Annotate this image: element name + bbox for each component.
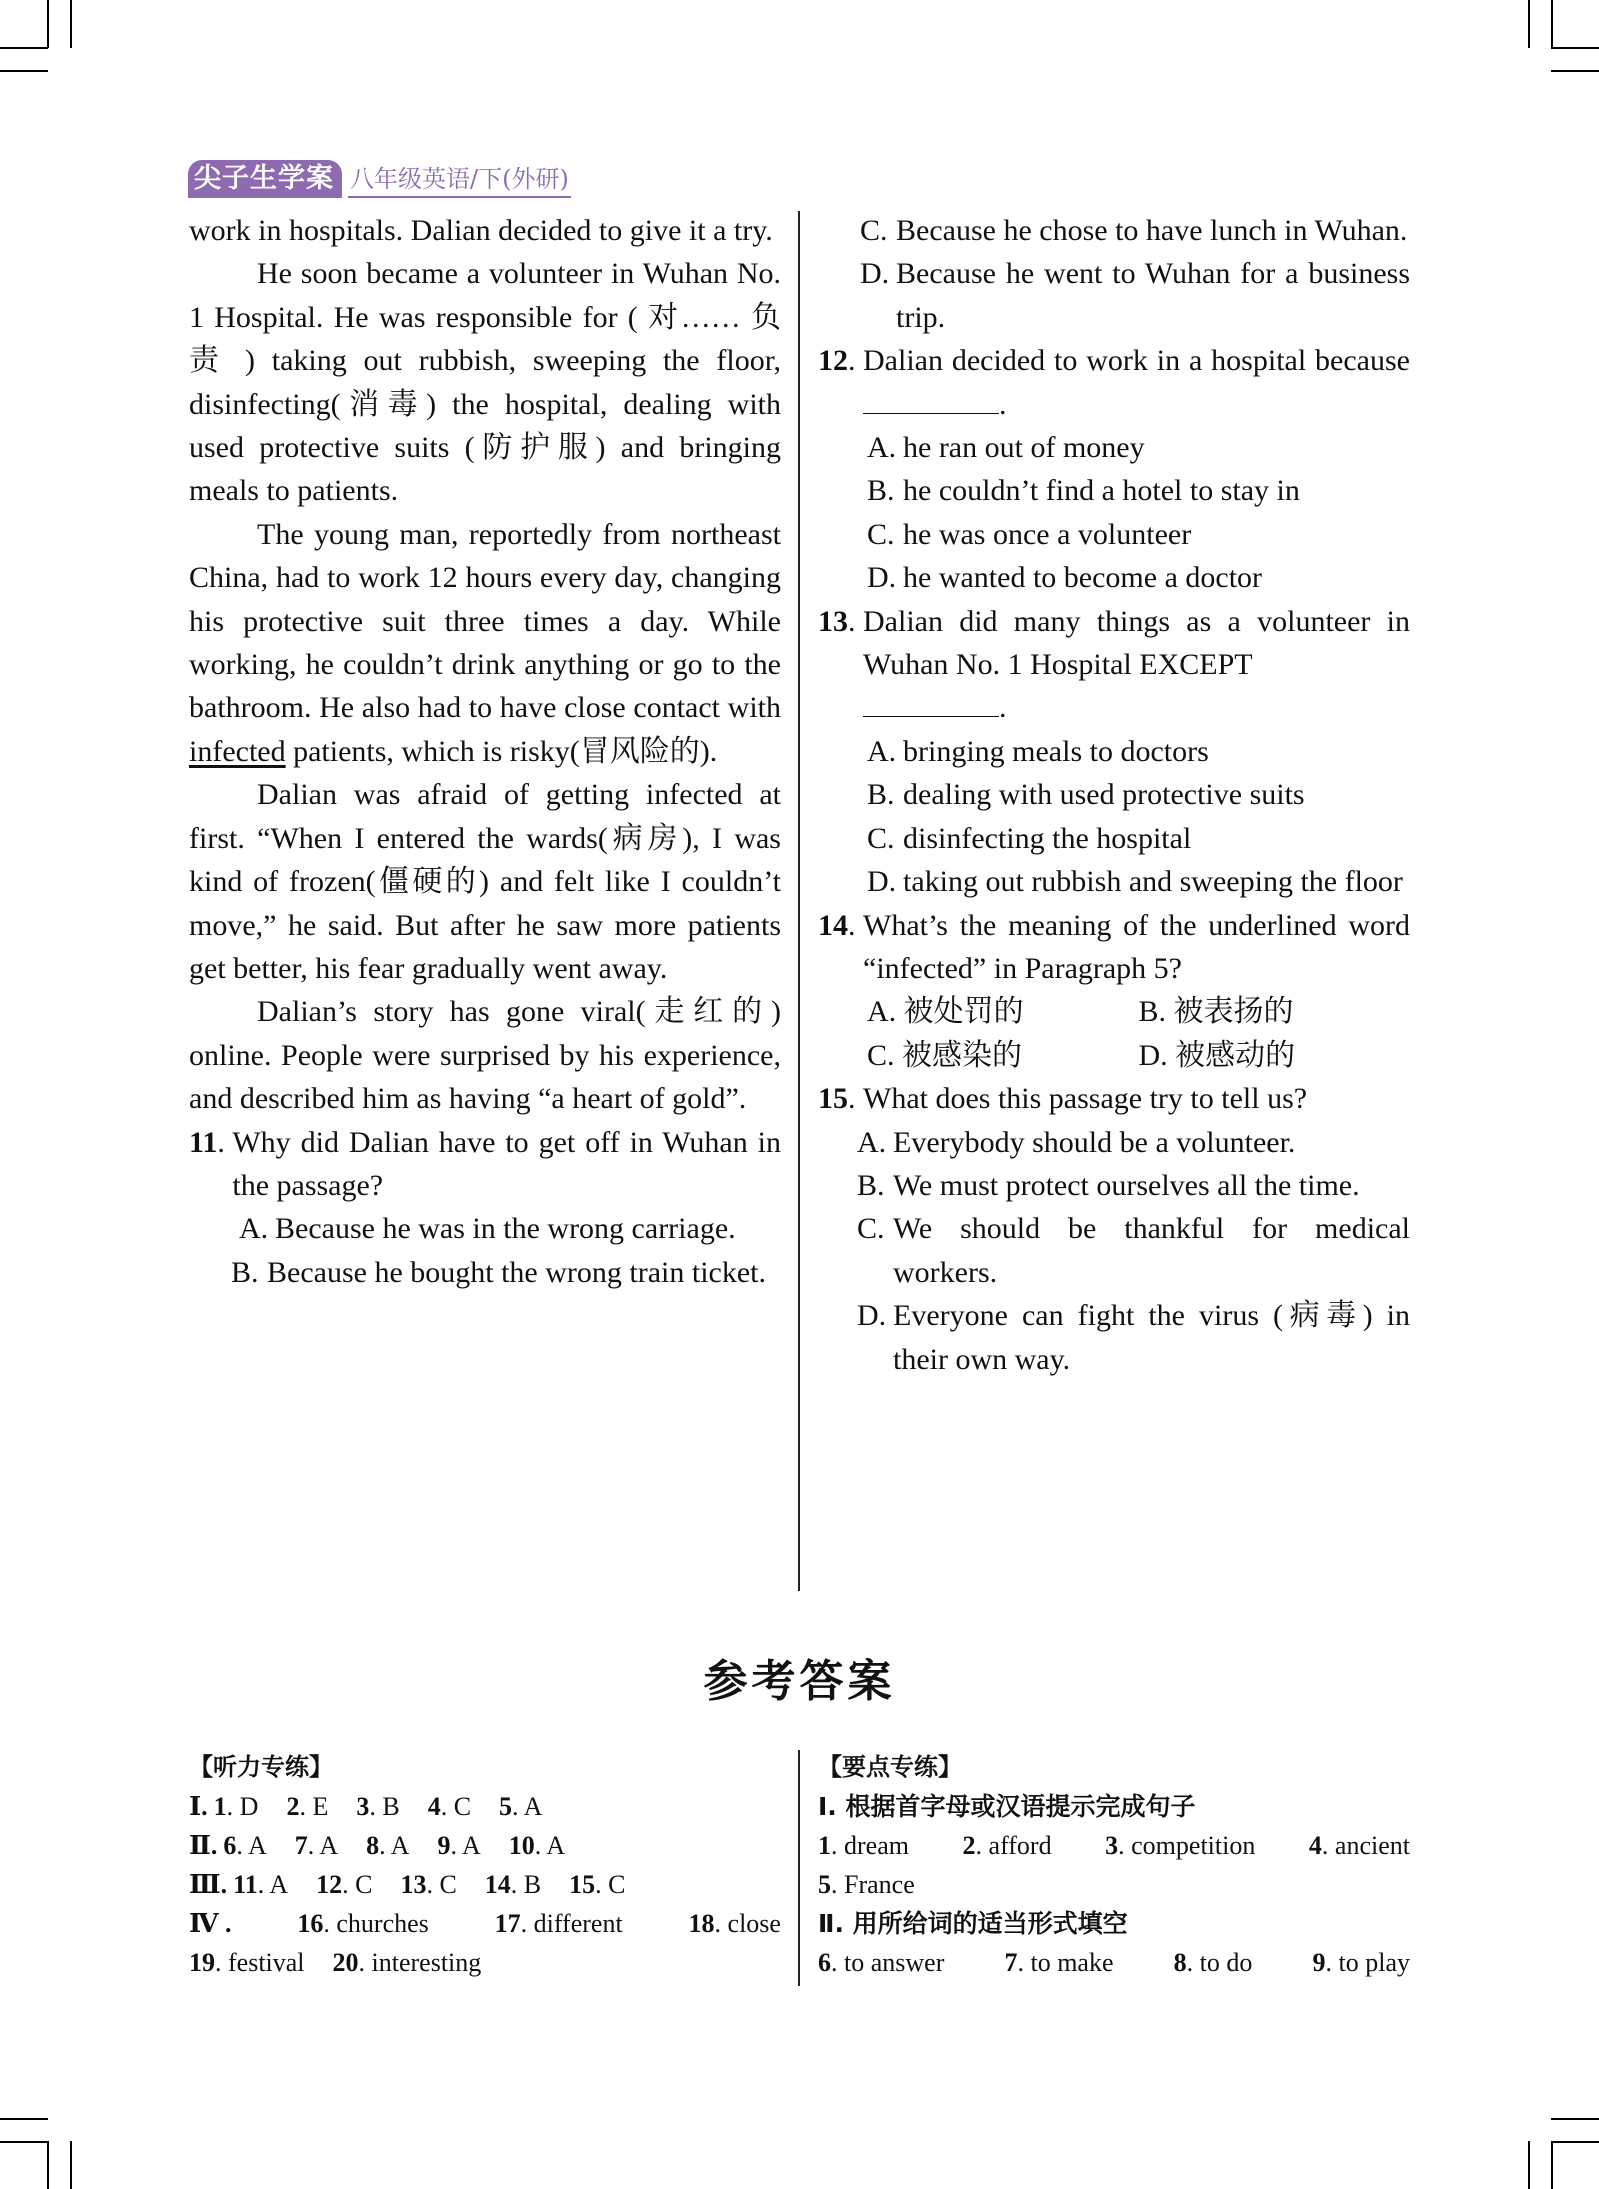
option-label: A. xyxy=(867,734,897,768)
option-label: A. xyxy=(867,995,897,1029)
option-label: D. xyxy=(867,865,897,899)
answer-number: 5 xyxy=(818,1870,831,1899)
answer-number: 5 xyxy=(499,1792,513,1821)
answer-item xyxy=(400,1865,456,1904)
answer-row xyxy=(189,1826,781,1865)
answer-number: 7 xyxy=(1004,1948,1018,1977)
question-stem: Dalian decided to work in a hospital because xyxy=(863,344,1410,378)
roman-numeral: Ⅲ. xyxy=(189,1870,228,1899)
answer-item xyxy=(1105,1826,1255,1865)
answer-row xyxy=(818,1865,1410,1904)
answer-number: 11 xyxy=(233,1870,258,1899)
option-text: bringing meals to doctors xyxy=(903,734,1209,768)
question-11: 11 . Why did Dalian have to get off in Wuhan in the passage? A. Because he was in the wrong carriage. B. Because he bought the wrong train ticket. xyxy=(189,1121,781,1295)
answer-value: . B xyxy=(510,1870,542,1899)
answer-item xyxy=(818,1943,944,1982)
option-text: 被表扬的 xyxy=(1173,995,1294,1029)
answer-row xyxy=(189,1904,781,1943)
option-text: Because he chose to have lunch in Wuhan. xyxy=(896,214,1408,247)
answer-item xyxy=(499,1787,542,1826)
option-label: D. xyxy=(860,257,890,291)
answer-number: 12 xyxy=(316,1870,343,1899)
answer-blank xyxy=(863,688,999,717)
page-header xyxy=(188,158,571,198)
passage-paragraph xyxy=(189,513,781,773)
passage-paragraph: Dalian was afraid of getting infected at first. “When I entered the wards(病房), I was kind of frozen(僵硬的) and felt like I couldn’t move,” he said. But after he saw more patients get better, his fear gradually went away. xyxy=(189,778,781,985)
option-text: disinfecting the hospital xyxy=(903,821,1192,855)
answer-value: . churches xyxy=(323,1909,429,1938)
option-label: C. xyxy=(857,1212,885,1246)
answer-number: 4 xyxy=(427,1792,441,1821)
right-column xyxy=(818,209,1410,1381)
answer-value: . to do xyxy=(1186,1948,1253,1977)
underlined-word: infected xyxy=(189,734,286,768)
answer-number: 10 xyxy=(508,1831,535,1860)
option-label: B. xyxy=(231,1255,259,1289)
question-text: Why did Dalian have to get off in Wuhan in the passage? xyxy=(232,1125,781,1202)
answer-value: . A xyxy=(450,1831,481,1860)
answer-item xyxy=(1004,1943,1113,1982)
passage-paragraph: work in hospitals. Dalian decided to give it a try. xyxy=(189,214,773,247)
answer-item xyxy=(333,1943,482,1982)
answer-number: 16 xyxy=(297,1909,324,1938)
question-14: 14 . What’s the meaning of the underlined word “infected” in Paragraph 5? A. 被处罚的 B. 被表扬的 C. 被感染的 D. 被感动的 xyxy=(818,904,1410,1078)
answer-item xyxy=(428,1787,471,1826)
crop-mark xyxy=(0,2118,48,2120)
answer-item xyxy=(297,1904,428,1943)
answer-item xyxy=(569,1865,625,1904)
answer-value: . to make xyxy=(1017,1948,1114,1977)
answer-value: . France xyxy=(831,1870,915,1899)
option-text: Everybody should be a volunteer. xyxy=(893,1125,1296,1159)
section-heading: 【听力专练】 xyxy=(189,1753,333,1781)
brand-badge: 尖子生学案 xyxy=(188,160,342,198)
answer-value: . A xyxy=(257,1870,289,1899)
answer-item xyxy=(214,1787,259,1826)
question-number: 15 xyxy=(818,1082,848,1116)
option xyxy=(867,990,1139,1033)
answer-item xyxy=(286,1787,328,1826)
option-text: taking out rubbish and sweeping the floor xyxy=(903,865,1403,899)
option-label: C. xyxy=(867,1038,895,1072)
answer-blank xyxy=(863,385,999,414)
answer-number: 4 xyxy=(1308,1831,1322,1860)
answer-value: . A xyxy=(307,1831,339,1860)
answer-value: . C xyxy=(440,1792,472,1821)
roman-numeral: Ⅱ. xyxy=(189,1831,218,1860)
option-label: D. xyxy=(1138,1038,1168,1072)
question-text: What does this passage try to tell us? xyxy=(863,1082,1308,1116)
section-heading: 【要点专练】 xyxy=(818,1753,962,1781)
answer-value: . interesting xyxy=(358,1948,482,1977)
question-number: 14 xyxy=(818,908,848,942)
crop-mark xyxy=(0,2141,48,2143)
key-point-answers xyxy=(818,1748,1410,1982)
answer-value: . E xyxy=(299,1792,329,1821)
answer-item xyxy=(1309,1826,1410,1865)
answer-row xyxy=(818,1826,1410,1865)
question-end: . xyxy=(999,387,1007,421)
book-subtitle: 八年级英语/下(外研) xyxy=(348,162,571,198)
answer-item xyxy=(963,1826,1052,1865)
answer-value: . D xyxy=(226,1792,259,1821)
answer-number: 13 xyxy=(400,1870,427,1899)
answer-number: 6 xyxy=(818,1948,831,1977)
crop-mark xyxy=(1551,2141,1553,2189)
answer-item xyxy=(295,1826,338,1865)
option-label: C. xyxy=(867,517,895,551)
answer-item xyxy=(485,1865,541,1904)
answer-number: 6 xyxy=(223,1831,237,1860)
answer-number: 1 xyxy=(818,1831,831,1860)
option xyxy=(1139,1034,1411,1077)
answer-value: . A xyxy=(379,1831,410,1860)
answer-value: . different xyxy=(520,1909,623,1938)
answer-number: 15 xyxy=(569,1870,596,1899)
answer-value: . C xyxy=(595,1870,626,1899)
answer-number: 9 xyxy=(437,1831,451,1860)
roman-numeral: Ⅳ . xyxy=(189,1909,232,1938)
option xyxy=(1139,990,1411,1033)
option-text: Because he bought the wrong train ticket. xyxy=(267,1255,767,1289)
answer-number: 14 xyxy=(484,1870,511,1899)
option-label: A. xyxy=(867,431,897,465)
roman-numeral: Ⅰ. xyxy=(189,1792,208,1821)
question-number: 12 xyxy=(818,344,848,378)
answer-value: . C xyxy=(426,1870,457,1899)
answer-value: . close xyxy=(714,1909,781,1938)
option-label: B. xyxy=(867,778,895,812)
option-text: 被感动的 xyxy=(1175,1038,1296,1072)
answer-item xyxy=(818,1865,915,1904)
answer-number: 20 xyxy=(332,1948,359,1977)
option-label: A. xyxy=(857,1125,887,1159)
question-text xyxy=(863,339,1410,426)
answer-item xyxy=(509,1826,565,1865)
answer-row xyxy=(189,1787,781,1826)
answer-number: 2 xyxy=(962,1831,976,1860)
answer-value: . B xyxy=(369,1792,400,1821)
answer-value: . A xyxy=(534,1831,566,1860)
option-text: he wanted to become a doctor xyxy=(903,561,1263,595)
answer-item xyxy=(818,1826,909,1865)
question-stem: Dalian did many things as a volunteer in Wuhan No. 1 Hospital EXCEPT xyxy=(863,604,1410,682)
answer-row xyxy=(818,1943,1410,1982)
question-text xyxy=(863,600,1410,730)
answer-item xyxy=(233,1865,288,1904)
answer-number: 17 xyxy=(494,1909,521,1938)
answer-value: . dream xyxy=(831,1831,909,1860)
crop-mark xyxy=(70,2141,72,2189)
answer-item xyxy=(366,1826,409,1865)
answer-number: 8 xyxy=(1173,1948,1187,1977)
answer-item xyxy=(356,1787,399,1826)
question-13: 13 . Dalian did many things as a volunteer in Wuhan No. 1 Hospital EXCEPT . A. bringing meals to doctors B. dealing with used protective suits C. disinfecting the hospital D. taking out rubbish and sweeping the floor xyxy=(818,600,1410,904)
option-text: 被感染的 xyxy=(902,1038,1023,1072)
option-text: We must protect ourselves all the time. xyxy=(893,1168,1360,1202)
crop-mark xyxy=(47,2141,49,2189)
option xyxy=(867,1034,1139,1077)
answer-number: 19 xyxy=(189,1948,215,1977)
question-text: What’s the meaning of the underlined word “infected” in Paragraph 5? xyxy=(863,908,1410,985)
answer-number: 8 xyxy=(366,1831,380,1860)
option-text: Because he was in the wrong carriage. xyxy=(275,1212,736,1246)
option-text: he couldn’t find a hotel to stay in xyxy=(903,474,1300,508)
crop-mark xyxy=(0,70,48,72)
column-divider xyxy=(798,211,800,1591)
question-number: 11 xyxy=(189,1125,218,1159)
answers-title: 参考答案 xyxy=(703,1656,896,1707)
crop-mark xyxy=(0,47,48,49)
answer-item xyxy=(495,1904,623,1943)
answer-value: . festival xyxy=(215,1948,305,1977)
option-label: D. xyxy=(867,561,897,595)
option-label: C. xyxy=(860,214,888,247)
answer-number: 2 xyxy=(286,1792,300,1821)
answer-row xyxy=(189,1943,781,1982)
crop-mark xyxy=(1551,2141,1599,2143)
option-text: dealing with used protective suits xyxy=(903,778,1305,812)
listening-answers xyxy=(189,1748,781,1982)
question-12: 12 . Dalian decided to work in a hospital because . A. he ran out of money B. he couldn’t find a hotel to stay in C. he was once a volunteer D. he wanted to become a doctor xyxy=(818,339,1410,599)
option-label: B. xyxy=(1138,995,1167,1029)
answer-item xyxy=(437,1826,480,1865)
answer-value: . competition xyxy=(1118,1831,1256,1860)
answer-value: . afford xyxy=(975,1831,1052,1860)
option-text: he was once a volunteer xyxy=(903,517,1192,551)
option-text: We should be thankful for medical workers. xyxy=(893,1212,1410,1289)
option-text: Because he went to Wuhan for a business trip. xyxy=(896,257,1410,334)
option-label: B. xyxy=(867,474,895,508)
answer-number: 1 xyxy=(213,1792,227,1821)
answer-item xyxy=(223,1826,266,1865)
answer-item xyxy=(689,1904,781,1943)
crop-mark xyxy=(1551,70,1599,72)
paragraph-text: The young man, reportedly from northeast China, had to work 12 hours every day, changing his protective suit three times a day. While working, he couldn’t drink anything or go to the bathroom. He also had to have close contact with xyxy=(189,517,781,725)
answer-item xyxy=(1313,1943,1411,1982)
answers-divider xyxy=(798,1750,800,1986)
answer-item xyxy=(1174,1943,1253,1982)
answer-value: . A xyxy=(236,1831,267,1860)
option-label: C. xyxy=(867,821,895,855)
answer-number: 3 xyxy=(356,1792,370,1821)
passage-paragraph: He soon became a volunteer in Wuhan No. 1 Hospital. He was responsible for ( 对…… 负 责 ) taking out rubbish, sweeping the floor, disinfecting(消毒) the hospital, dealing with used protective suits (防护服) and bringing meals to patients. xyxy=(189,257,781,508)
crop-mark xyxy=(1551,0,1553,48)
subsection-title: Ⅰ. 根据首字母或汉语提示完成句子 xyxy=(818,1792,1196,1821)
option-text: 被处罚的 xyxy=(903,995,1024,1029)
answer-number: 7 xyxy=(294,1831,308,1860)
question-15: 15 . What does this passage try to tell us? A. Everybody should be a volunteer. B. We must protect ourselves all the time. C. We should be thankful for medical workers. D. Everyone can fight the virus (病毒) in their own way. xyxy=(818,1077,1410,1381)
crop-mark xyxy=(1551,2118,1599,2120)
question-end: . xyxy=(999,691,1007,725)
question-number: 13 xyxy=(818,604,848,638)
subsection-title: Ⅱ. 用所给词的适当形式填空 xyxy=(818,1909,1128,1938)
option-text: he ran out of money xyxy=(903,431,1145,465)
crop-mark xyxy=(1528,2141,1530,2189)
answer-value: . to play xyxy=(1325,1948,1410,1977)
crop-mark xyxy=(47,0,49,48)
option-text: Everyone can fight the virus (病毒) in their own way. xyxy=(893,1299,1410,1376)
paragraph-text: patients, which is risky(冒风险的). xyxy=(293,734,718,768)
crop-mark xyxy=(1528,0,1530,48)
option-label: D. xyxy=(857,1299,887,1333)
answer-value: . C xyxy=(342,1870,373,1899)
answer-number: 18 xyxy=(688,1909,715,1938)
crop-mark xyxy=(70,0,72,48)
answer-item xyxy=(316,1865,372,1904)
option-label: A. xyxy=(239,1212,269,1246)
answer-row xyxy=(189,1865,781,1904)
answer-value: . A xyxy=(512,1792,543,1821)
left-column xyxy=(189,209,781,1294)
crop-mark xyxy=(1551,47,1599,49)
passage-paragraph: Dalian’s story has gone viral(走红的) online. People were surprised by his experience, and described him as having “a heart of gold”. xyxy=(189,995,781,1116)
answer-item xyxy=(189,1943,305,1982)
answer-value: . to answer xyxy=(831,1948,945,1977)
answer-value: . ancient xyxy=(1321,1831,1410,1860)
answer-number: 9 xyxy=(1312,1948,1326,1977)
answer-number: 3 xyxy=(1105,1831,1119,1860)
option-label: B. xyxy=(857,1168,885,1202)
